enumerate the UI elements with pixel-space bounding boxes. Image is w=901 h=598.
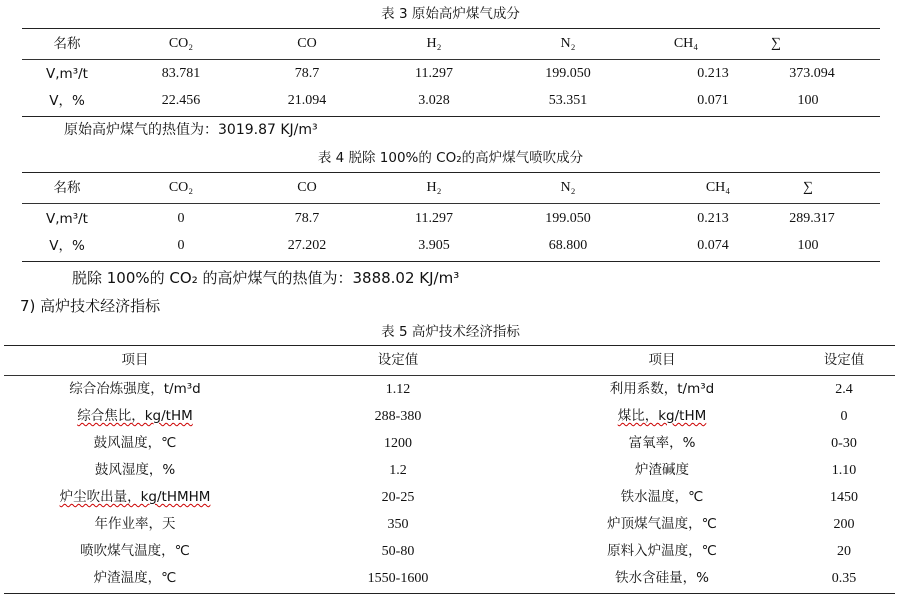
table4-cell: 0 [177, 238, 185, 253]
table3-cell: 22.456 [161, 93, 201, 108]
table3-cell: 78.7 [294, 66, 320, 81]
table5-cell: 利用系数，t/m³d [609, 381, 715, 397]
table4-cell: 100 [797, 238, 819, 253]
table4-cell: V,m³/t [46, 211, 88, 227]
table3-cell: 0.213 [697, 66, 729, 81]
table5-cell: 1450 [830, 490, 858, 505]
table5-cell: 50-80 [381, 544, 415, 559]
table3-header-n2: N₂ [560, 36, 576, 51]
table4-header-co: CO [297, 180, 317, 195]
table4-cell: 68.800 [548, 238, 588, 253]
table5-cell: 0.35 [831, 571, 857, 586]
table4-header-n2: N₂ [560, 180, 576, 195]
table5-cell: 综合冶炼强度，t/m³d [69, 381, 201, 397]
table4-header-rule [22, 203, 880, 204]
table5-cell: 原料入炉温度，℃ [607, 543, 717, 559]
table5-cell: 20 [837, 544, 851, 559]
table4-cell: 27.202 [287, 238, 327, 253]
table3-header-ch4: CH₄ [673, 36, 699, 51]
table4-cell: 0 [177, 211, 185, 226]
table-row [0, 511, 901, 538]
table3-cell: 53.351 [548, 93, 588, 108]
table3-bottom-rule [22, 116, 880, 117]
table5-cell: 200 [833, 517, 855, 532]
table4-header-h2: H₂ [426, 180, 442, 195]
table3-cell: 83.781 [161, 66, 201, 81]
table3-header-rule [22, 59, 880, 60]
table5-cell: 综合焦比，kg/tHM [77, 408, 193, 424]
table5-cell: 350 [387, 517, 409, 532]
table5-cell: 炉尘吹出量，kg/tHMHM [59, 489, 211, 505]
table4-top-rule [22, 172, 880, 173]
table3-header-sum: ∑ [771, 36, 781, 51]
table-row [0, 206, 901, 232]
table3-cell: V，% [49, 93, 85, 109]
table-row [0, 565, 901, 592]
table5-cell: 1.10 [831, 463, 857, 478]
table-row [0, 403, 901, 430]
table3-cell: V,m³/t [46, 66, 88, 82]
table3-cell: 199.050 [545, 66, 591, 81]
table3-cell: 0.071 [697, 93, 729, 108]
table5-caption: 表 5 高炉技术经济指标 [381, 324, 520, 340]
table5-header-row [0, 347, 901, 374]
table5-header-value: 设定值 [377, 352, 419, 368]
table4-header-ch4: CH₄ [705, 180, 731, 195]
table4-cell: 0.213 [697, 211, 729, 226]
table3-cell: 3.028 [418, 93, 450, 108]
table5-cell: 炉渣碱度 [635, 462, 689, 478]
table5-cell: 288-380 [374, 409, 422, 424]
table3-header-name: 名称 [53, 36, 81, 52]
table-row [0, 484, 901, 511]
table5-header-item: 项目 [648, 352, 676, 368]
table5-header-value: 设定值 [823, 352, 865, 368]
table5-cell: 炉渣温度，℃ [93, 570, 177, 586]
table5-cell: 炉顶煤气温度，℃ [607, 516, 717, 532]
table5-bottom-rule [4, 593, 895, 594]
table4-header-row [0, 175, 901, 201]
table5-cell: 富氧率，% [628, 435, 696, 451]
table3-cell: 21.094 [287, 93, 327, 108]
table4-cell: V，% [49, 238, 85, 254]
table3-cell: 100 [797, 93, 819, 108]
table4-bottom-rule [22, 261, 880, 262]
table4-cell: 199.050 [545, 211, 591, 226]
table4-header-name: 名称 [53, 180, 81, 196]
table-row [0, 88, 901, 114]
table4-caption: 表 4 脱除 100%的 CO₂的高炉煤气喷吹成分 [317, 150, 584, 166]
table-row [0, 430, 901, 457]
table5-cell: 铁水温度，℃ [620, 489, 704, 505]
table4-cell: 0.074 [697, 238, 729, 253]
table4-header-co2: CO₂ [168, 180, 194, 195]
table5-cell: 鼓风温度，℃ [93, 435, 177, 451]
table3-header-h2: H₂ [426, 36, 442, 51]
table4-header-sum: ∑ [803, 180, 813, 195]
table3-header-row [0, 31, 901, 57]
section-title: 7) 高炉技术经济指标 [20, 297, 161, 315]
table3-header-co: CO [297, 36, 317, 51]
table3-heating-value-note: 原始高炉煤气的热值为：3019.87 KJ/m³ [64, 122, 318, 138]
table3-cell: 11.297 [415, 66, 453, 81]
table5-cell: 1550-1600 [367, 571, 429, 586]
table4-cell: 11.297 [415, 211, 453, 226]
table5-cell: 1200 [384, 436, 412, 451]
table5-cell: 1.2 [389, 463, 407, 478]
table3-caption: 表 3 原始高炉煤气成分 [381, 6, 520, 22]
table-row [0, 61, 901, 87]
table5-cell: 年作业率，天 [94, 516, 176, 532]
table-row [0, 457, 901, 484]
table5-cell: 0-30 [831, 436, 857, 451]
table5-cell: 0 [840, 409, 848, 424]
table4-heating-value-note: 脱除 100%的 CO₂ 的高炉煤气的热值为：3888.02 KJ/m³ [72, 269, 460, 287]
table5-cell: 20-25 [381, 490, 415, 505]
table5-cell: 喷吹煤气温度，℃ [80, 543, 190, 559]
table5-top-rule [4, 345, 895, 346]
table3-cell: 373.094 [789, 66, 835, 81]
table5-cell: 2.4 [835, 382, 853, 397]
table3-top-rule [22, 28, 880, 29]
table3-header-co2: CO₂ [168, 36, 194, 51]
table5-header-item: 项目 [121, 352, 149, 368]
table4-cell: 78.7 [294, 211, 320, 226]
table5-cell: 铁水含硅量，% [615, 570, 709, 586]
table4-cell: 289.317 [789, 211, 835, 226]
table-row [0, 538, 901, 565]
table5-cell: 1.12 [385, 382, 411, 397]
table5-cell: 煤比，kg/tHM [617, 408, 707, 424]
table-row [0, 233, 901, 259]
table-row [0, 376, 901, 403]
table4-cell: 3.905 [418, 238, 450, 253]
table5-cell: 鼓风湿度，% [94, 462, 176, 478]
